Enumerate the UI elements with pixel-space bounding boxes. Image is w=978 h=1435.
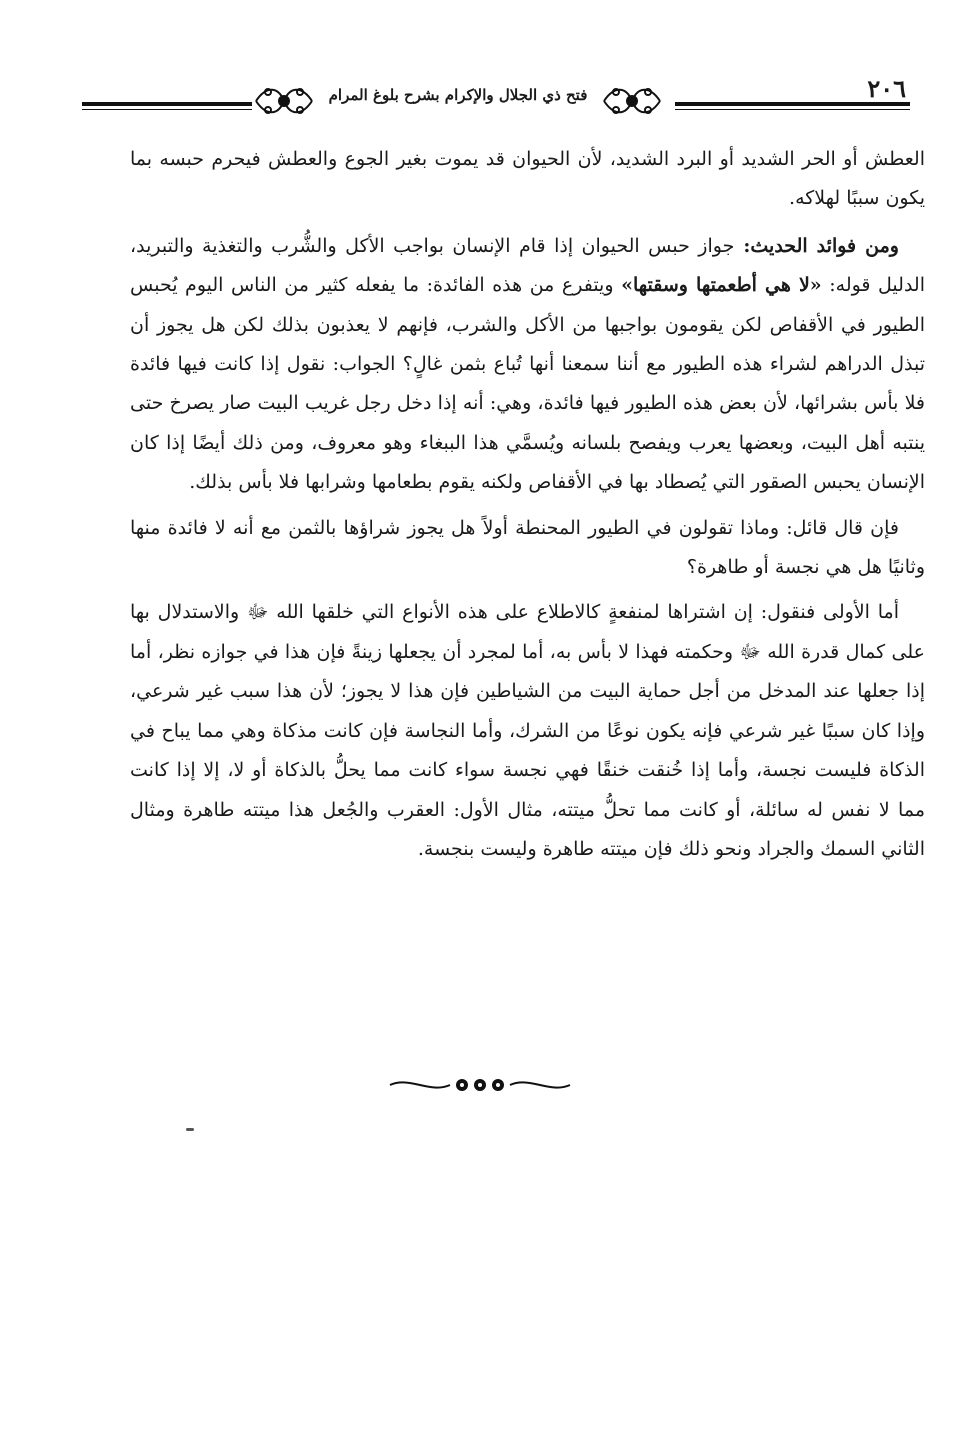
- hadith-quote: «لا هي أطعمتها وسقتها»: [621, 274, 822, 297]
- body-text: [130, 140, 925, 875]
- ink-speck: [186, 1128, 194, 1131]
- header-rule-right-thin: [675, 109, 910, 110]
- section-lead: ومن فوائد الحديث:: [734, 234, 899, 257]
- paragraph-question: [130, 509, 925, 588]
- page-header: [60, 72, 920, 124]
- page-number: ٢٠٦: [867, 74, 906, 103]
- header-ornament-left-icon: [252, 80, 316, 122]
- book-title: فتح ذي الجلال والإكرام بشرح بلوغ المرام: [328, 86, 588, 104]
- header-rule-left: [82, 102, 252, 106]
- paragraph-continuation: العطش أو الحر الشديد أو البرد الشديد، لأن الحيوان قد يموت بغير الجوع والعطش فيحرم حبسه بما يكون سببًا لهلاكه.: [130, 148, 925, 210]
- paragraph-benefits: [130, 227, 925, 503]
- paragraph-text: أما الأولى فنقول: إن اشتراها لمنفعةٍ كالاطلاع على هذه الأنواع التي خلقها الله ﷻ والاستدلال بها على كمال قدرة الله ﷻ وحكمته فهذا لا بأس به، أما لمجرد أن يجعلها زينةً فإن هذا في جوازه نظر، أما إذا جعلها عند المدخل من أجل حماية البيت من الشياطين فإن هذا لا يجوز؛ لأن هذا سبب غير شرعي، وإذا كان سببًا غير شرعي فإنه يكون نوعًا من الشرك، وأما النجاسة فإن كانت مذكاة وهي مما يباح في الذكاة فليست نجسة، وأما إذا خُنقت خنقًا فهي نجسة سواء كانت مما يحلُّ بالذكاة أو لا، إلا إذا كانت مما لا نفس له سائلة، أو كانت مما تحلُّ ميتته، مثال الأول: العقرب والجُعل هذا ميتته طاهرة ومثال الثاني السمك والجراد ونحو ذلك فإن ميتته طاهرة وليست بنجسة.: [130, 601, 925, 860]
- section-end-ornament-icon: [380, 1072, 580, 1098]
- header-ornament-right-icon: [600, 80, 664, 122]
- paragraph-text: ويتفرع من هذه الفائدة: ما يفعله كثير من الناس اليوم يُحبس الطيور في الأقفاص لكن يقومون بواجبها من الأكل والشرب، فإنهم لا يعذبون بذلك لكن هل يجوز أن تبذل الدراهم لشراء هذه الطيور مع أننا سمعنا أنها تُباع بثمن غالٍ؟ الجواب: نقول إذا كانت فيها فائدة فلا بأس بشرائها، لأن بعض هذه الطيور فيها فائدة، وهي: أنه إذا دخل رجل غريب البيت صار يصرخ حتى ينتبه أهل البيت، وبعضها يعرب ويفصح بلسانه ويُسمَّي هذا الببغاء وهو معروف، ومن ذلك أيضًا إذا كان الإنسان يحبس الصقور التي يُصطاد بها في الأقفاص ولكنه يقوم بطعامها وشرابها فلا بأس بذلك.: [130, 274, 925, 494]
- paragraph-text: فإن قال قائل: وماذا تقولون في الطيور المحنطة أولاً هل يجوز شراؤها بالثمن مع أنه لا فائدة منها وثانيًا هل هي نجسة أو طاهرة؟: [130, 516, 925, 579]
- paragraph-text: جواز حبس الحيوان إذا قام الإنسان بواجب الأكل والشُّرب والتغذية والتبريد، الدليل قوله:: [130, 234, 925, 297]
- header-rule-left-thin: [82, 109, 252, 110]
- paragraph-answer: [130, 593, 925, 869]
